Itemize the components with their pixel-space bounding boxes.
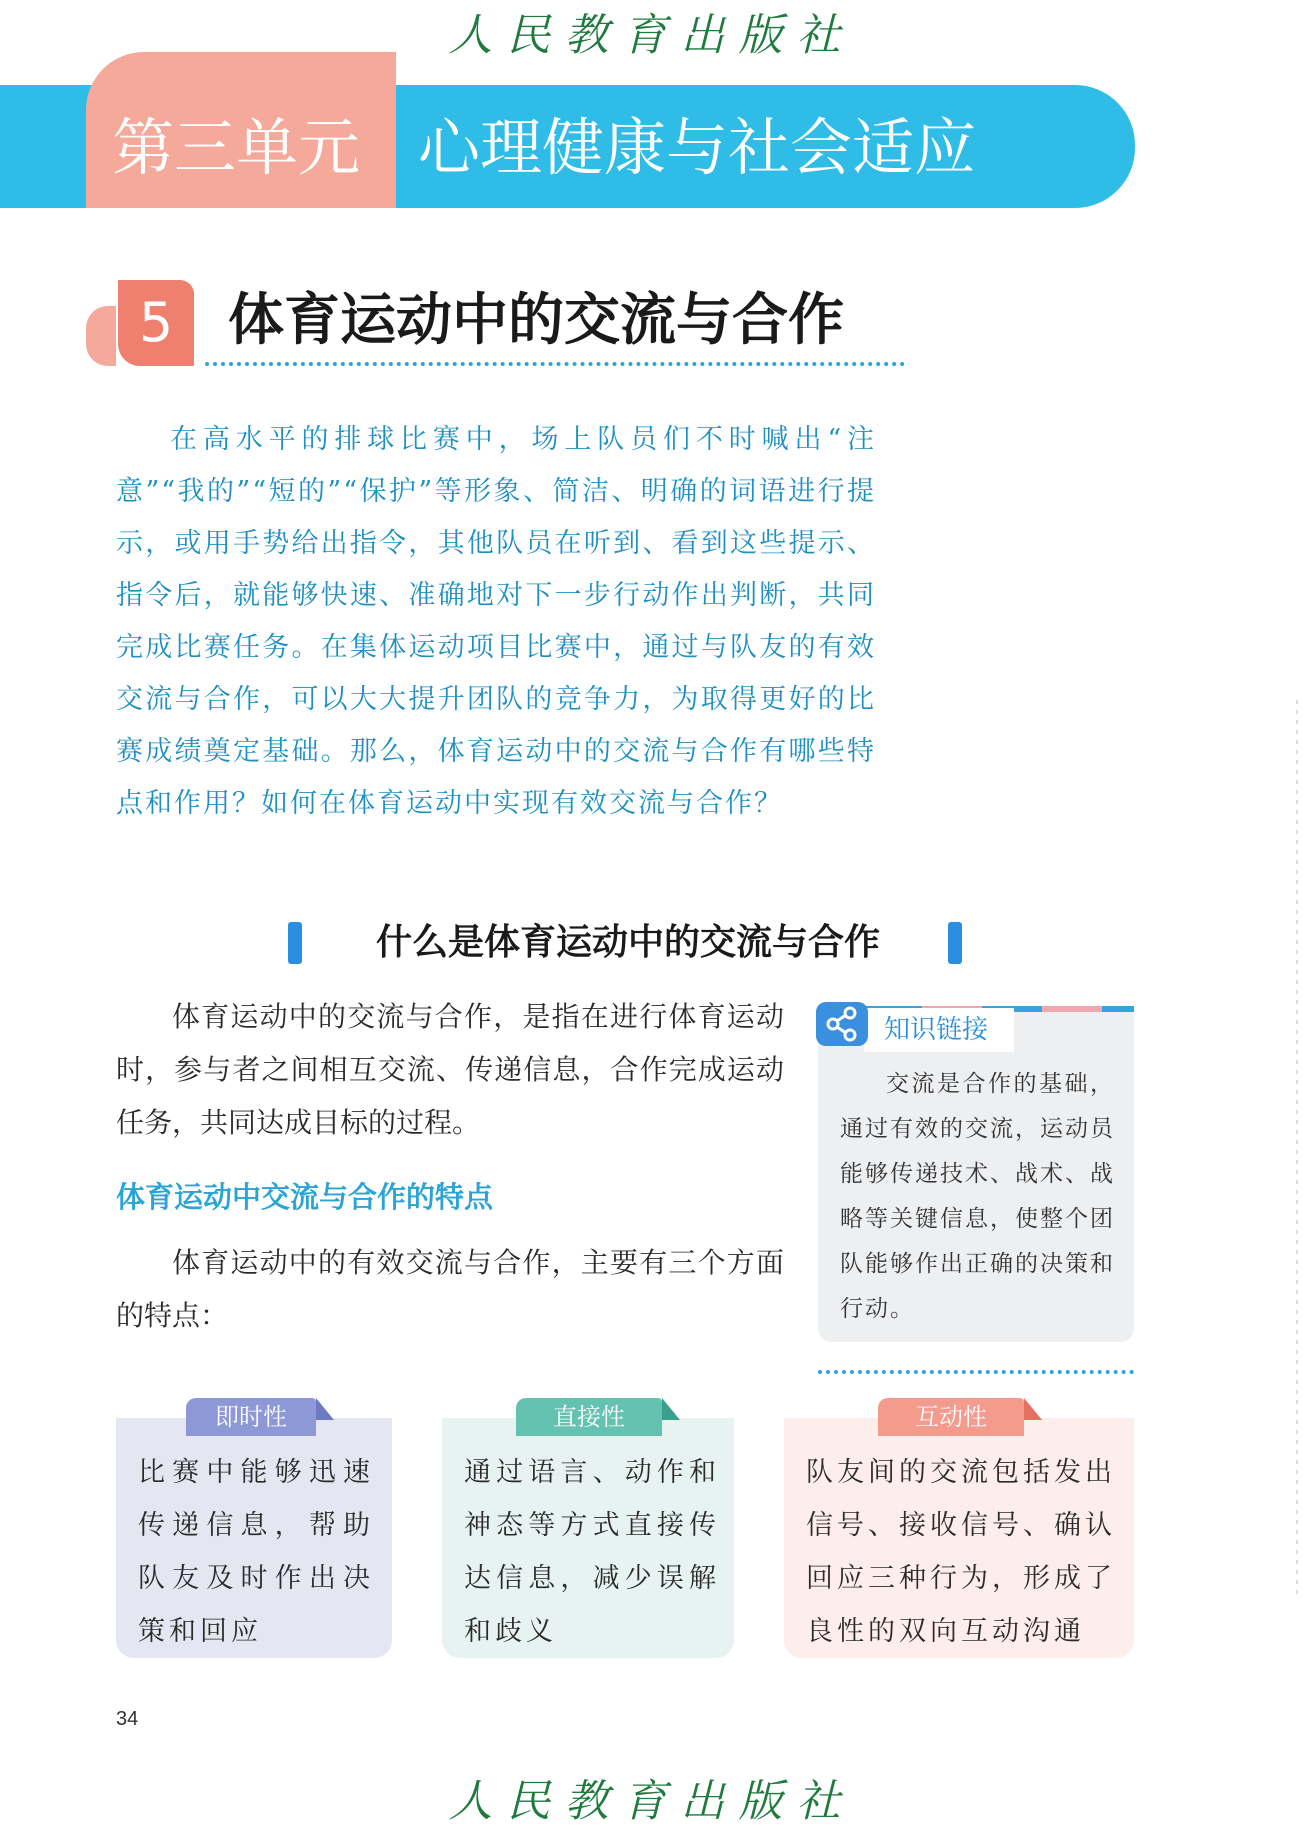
lesson-number-badge: 5 — [118, 280, 194, 366]
knowledge-link-divider — [818, 1370, 1134, 1374]
knowledge-link-text: 交流是合作的基础，通过有效的交流，运动员能够传递技术、战术、战略等关键信息，使整个团队能够作出正确的决策和行动。 — [840, 1071, 1115, 1322]
features-subheading: 体育运动中交流与合作的特点 — [116, 1180, 494, 1214]
section-heading: 什么是体育运动中的交流与合作 — [375, 921, 880, 963]
unit-title: 心理健康与社会适应 — [418, 111, 977, 184]
publisher-header: 人民教育出版社 — [448, 10, 855, 61]
section-heading-bar-left — [288, 922, 302, 964]
feature-card-text: 比赛中能够迅速传递信息，帮助队友及时作出决策和回应 — [138, 1457, 374, 1647]
definition-paragraph: 体育运动中的交流与合作，是指在进行体育运动时，参与者之间相互交流、传递信息，合作完成运动任务，共同达成目标的过程。 — [116, 1000, 784, 1139]
feature-card-text: 通过语言、动作和神态等方式直接传达信息，减少误解和歧义 — [464, 1457, 720, 1647]
page-edge-shadow — [1296, 700, 1298, 1600]
page-number: 34 — [116, 1708, 139, 1730]
publisher-footer: 人民教育出版社 — [448, 1776, 855, 1827]
knowledge-link-label: 知识链接 — [884, 1015, 989, 1045]
features-intro-paragraph: 体育运动中的有效交流与合作，主要有三个方面的特点： — [116, 1246, 784, 1332]
lesson-title-underline — [205, 362, 905, 366]
lesson-accent-shape — [86, 306, 116, 366]
feature-card-label: 互动性 — [878, 1398, 1024, 1436]
feature-card-label: 即时性 — [186, 1398, 316, 1436]
unit-number-label: 第三单元 — [111, 111, 360, 184]
feature-card-tab-fold — [316, 1398, 334, 1420]
lesson-title: 体育运动中的交流与合作 — [228, 288, 844, 353]
intro-paragraph: 在高水平的排球比赛中，场上队员们不时喊出“注意”“我的”“短的”“保护”等形象、简洁、明确的词语进行提示，或用手势给出指令，其他队员在听到、看到这些提示、指令后，就能够快速、准确地对下一步行动作出判断，共同完成比赛任务。在集体运动项目比赛中，通过与队友的有效交流与合作，可以大大提升团队的竞争力，为取得更好的比赛成绩奠定基础。那么，体育运动中的交流与合作有哪些特点和作用？如何在体育运动中实现有效交流与合作？ — [116, 424, 876, 819]
feature-card-label: 直接性 — [516, 1398, 662, 1436]
feature-card-tab-fold — [662, 1398, 680, 1420]
feature-card-tab-fold — [1024, 1398, 1042, 1420]
share-network-icon — [816, 1002, 868, 1046]
section-heading-bar-right — [948, 922, 962, 964]
feature-card-text: 队友间的交流包括发出信号、接收信号、确认回应三种行为，形成了良性的双向互动沟通 — [806, 1457, 1116, 1647]
